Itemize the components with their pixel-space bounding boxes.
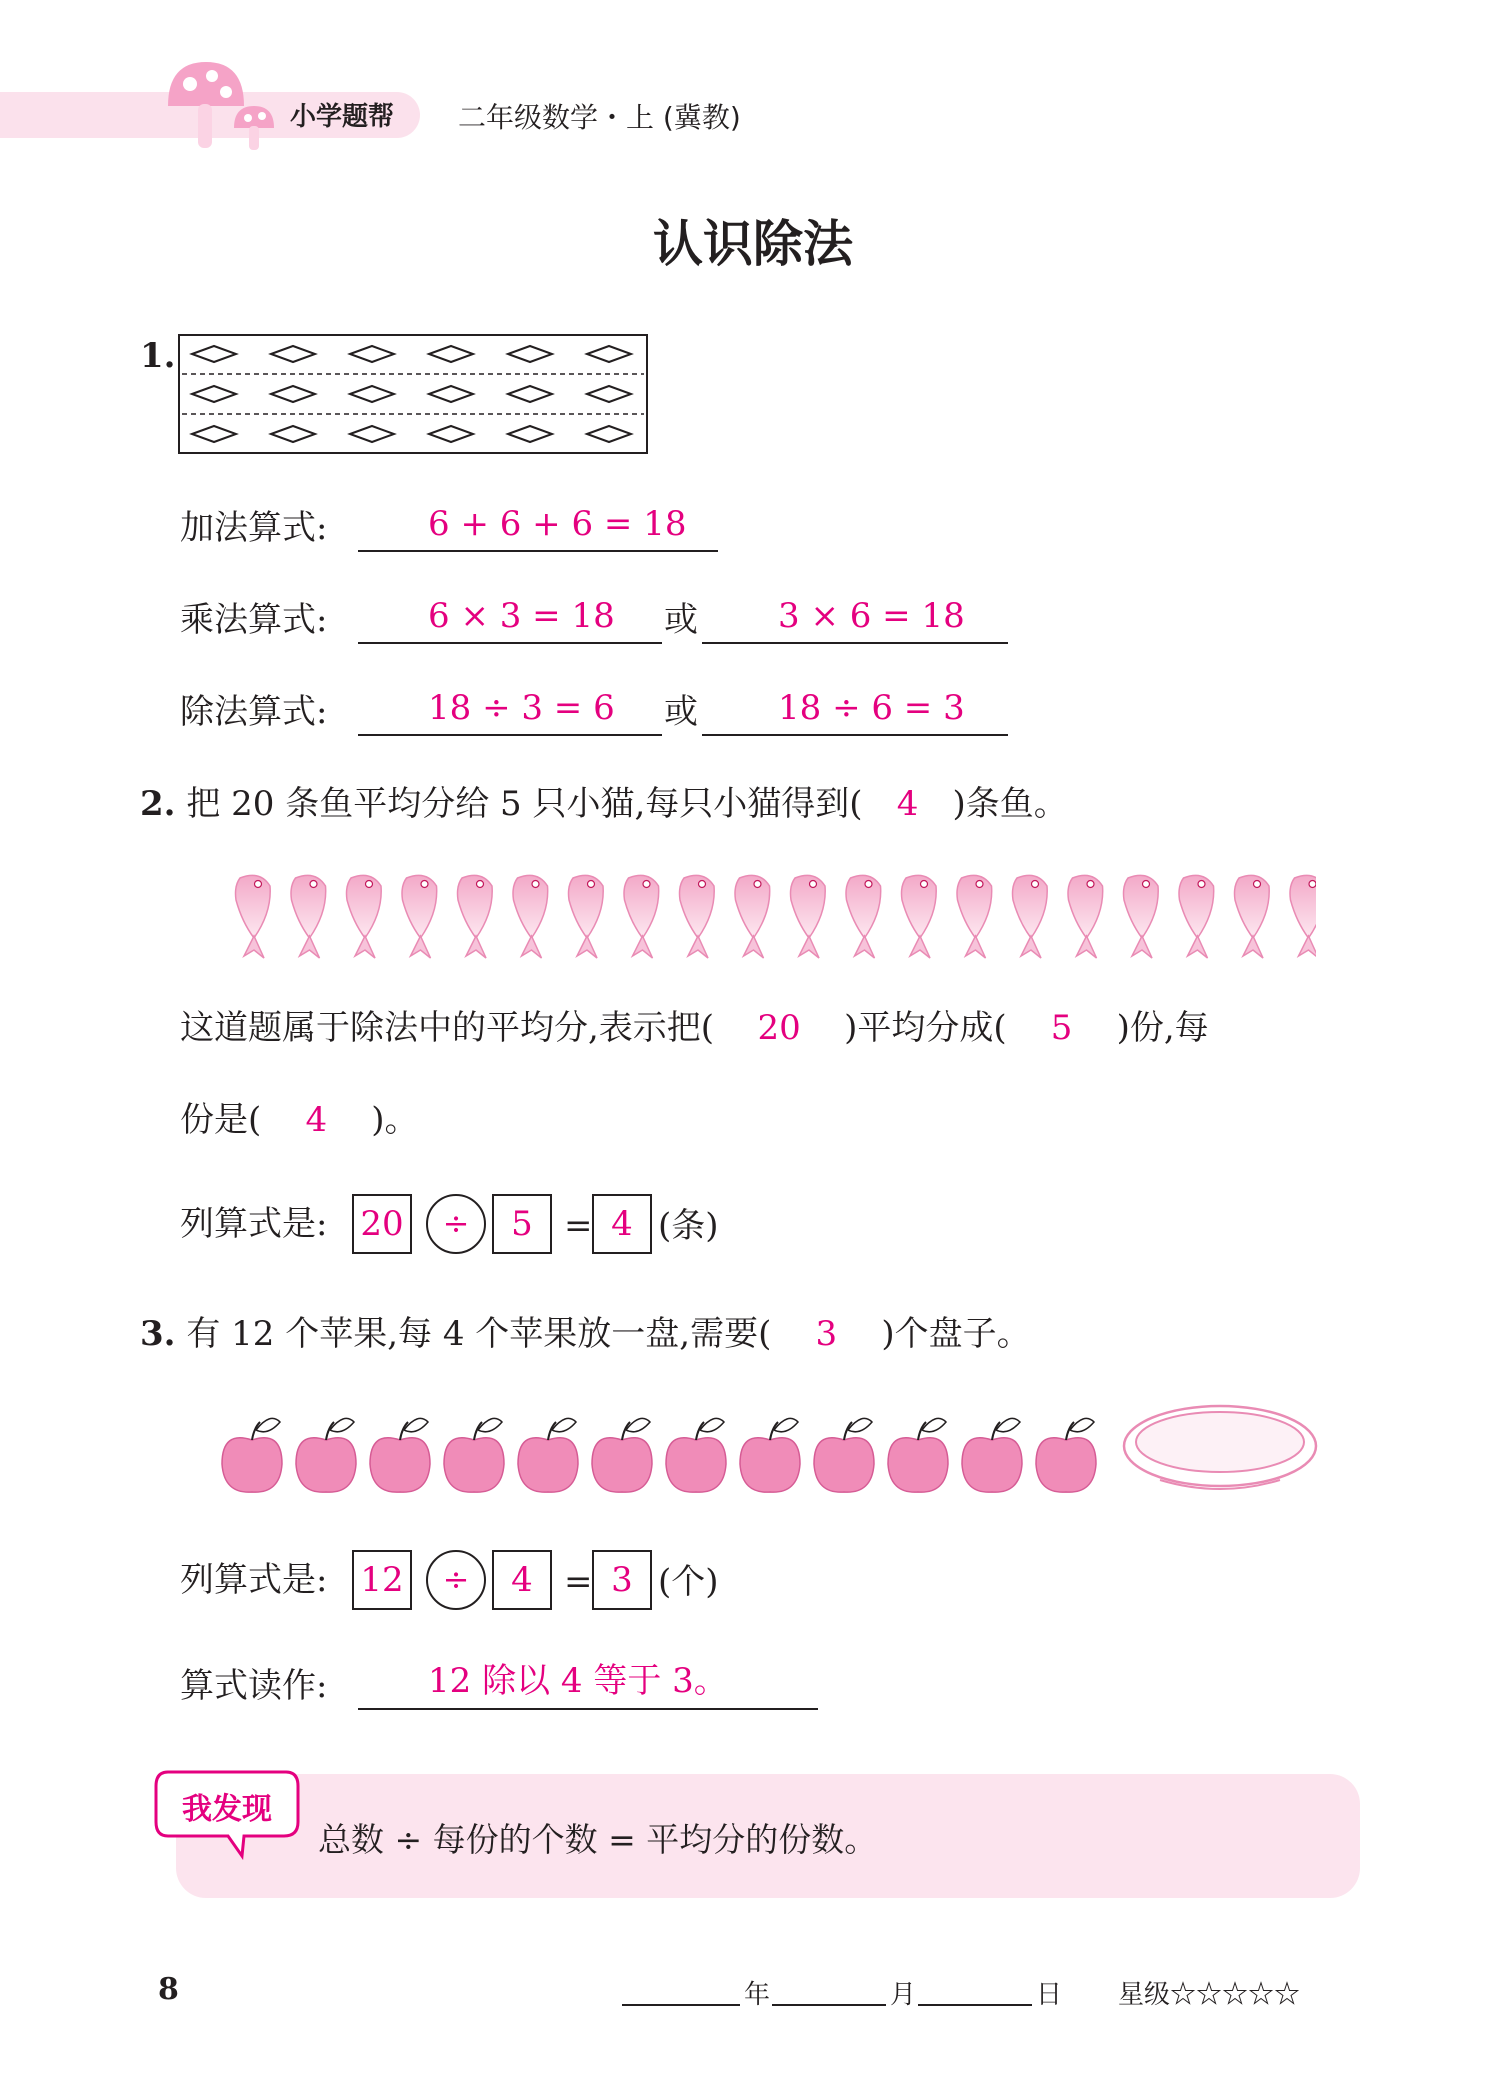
fish-icon [902,875,937,958]
q3-text-a: 有 12 个苹果,每 4 个苹果放一盘,需要( [186,1314,772,1354]
q2-explain-line1 [180,1008,1209,1048]
fish-icon [1124,875,1159,958]
fish-icon [513,875,548,958]
apple-icon [592,1418,652,1492]
discover-tag: 我发现 [182,1792,272,1827]
apple-icon [296,1418,356,1492]
q2-line: 2. 把 20 条鱼平均分给 5 只小猫,每只小猫得到( 4 )条鱼。 [140,784,1068,824]
apple-icon [370,1418,430,1492]
fish-icon [846,875,881,958]
fish-icon [291,875,326,958]
apple-icon [962,1418,1022,1492]
apple-icon [444,1418,504,1492]
book-label: 二年级数学・上 (冀教) [458,101,741,134]
q2-explain-line2 [180,1100,419,1140]
star-rating[interactable]: 星级☆☆☆☆☆ [1118,1980,1301,2010]
q2-exp-e: )。 [371,1100,419,1140]
q1-or-1: 或 [664,600,698,640]
q2-formula-label: 列算式是: [180,1204,328,1244]
q1-add-label: 加法算式: [180,508,328,548]
q3-answer[interactable]: 3 [815,1314,838,1354]
apple-icon [1036,1418,1096,1492]
fish-icon [735,875,770,958]
apple-icon [814,1418,874,1492]
q3-read-answer: 12 除以 4 等于 3。 [428,1661,728,1701]
fish-icon [680,875,715,958]
fish-icon [1068,875,1103,958]
fish-row [226,872,1316,962]
q2-exp-ans3[interactable]: 4 [305,1100,328,1140]
apple-icon [666,1418,726,1492]
mushroom-logo [160,56,290,156]
date-year-line[interactable] [622,1976,740,2006]
fish-icon [347,875,382,958]
q1-or-2: 或 [664,692,698,732]
apple-row [216,1400,1116,1510]
fish-icon [458,875,493,958]
q2-formula-operator[interactable]: ÷ [426,1194,486,1254]
q2-exp-a: 这道题属于除法中的平均分,表示把( [180,1008,715,1048]
q2-formula-equals: = [564,1206,593,1246]
q2-exp-d: 份是( [180,1100,262,1140]
q1-div-answer-1: 18 ÷ 3 = 6 [428,688,615,728]
fish-icon [236,875,271,958]
q2-exp-ans2[interactable]: 5 [1050,1008,1073,1048]
q3-formula-box-a[interactable]: 12 [352,1550,412,1610]
date-year-label: 年 [744,1980,771,2010]
fish-icon [402,875,437,958]
q1-add-answer: 6 + 6 + 6 = 18 [428,504,687,544]
discover-text: 总数 ÷ 每份的个数 = 平均分的份数。 [318,1820,878,1859]
q3-read-label: 算式读作: [180,1666,328,1706]
q2-exp-ans1[interactable]: 20 [757,1008,801,1048]
q3-formula-unit: (个) [658,1562,719,1602]
q3-formula-label: 列算式是: [180,1560,328,1600]
page-number: 8 [158,1972,179,2007]
page-title: 认识除法 [653,215,853,273]
q1-div-answer-2: 18 ÷ 6 = 3 [778,688,965,728]
q1-mul-answer-1: 6 × 3 = 18 [428,596,615,636]
q1-mul-answer-line-2[interactable] [702,598,1008,644]
q1-mul-answer-2: 3 × 6 = 18 [778,596,965,636]
q3-formula-box-c[interactable]: 3 [592,1550,652,1610]
q1-add-answer-line[interactable] [358,506,718,552]
date-month-label: 月 [890,1980,917,2010]
q2-exp-b: )平均分成( [844,1008,1007,1048]
q3-read-answer-line[interactable] [358,1661,818,1710]
q2-formula-unit: (条) [658,1206,719,1246]
fish-icon [1179,875,1214,958]
q1-mul-label: 乘法算式: [180,600,328,640]
fish-icon [569,875,604,958]
apple-icon [222,1418,282,1492]
date-month-line[interactable] [772,1976,886,2006]
fish-icon [791,875,826,958]
q2-formula-box-a[interactable]: 20 [352,1194,412,1254]
q2-formula-box-c[interactable]: 4 [592,1194,652,1254]
q1-div-answer-line-2[interactable] [702,690,1008,736]
q1-number: 1. [140,336,176,376]
q1-div-answer-line-1[interactable] [358,690,662,736]
fish-icon [1235,875,1270,958]
apple-icon [888,1418,948,1492]
q2-number: 2 [140,784,164,824]
q3-formula-equals: = [564,1562,593,1602]
q3-number: 3 [140,1314,164,1354]
fish-icon [1290,875,1316,958]
fish-icon [1013,875,1048,958]
diamond-grid [178,334,648,454]
q2-formula-box-b[interactable]: 5 [492,1194,552,1254]
q3-formula-box-b[interactable]: 4 [492,1550,552,1610]
q3-line: 3. 有 12 个苹果,每 4 个苹果放一盘,需要( 3 )个盘子。 [140,1314,1031,1354]
plate-icon [1120,1402,1320,1494]
fish-icon [624,875,659,958]
brand-label: 小学题帮 [290,102,395,132]
date-day-line[interactable] [918,1976,1032,2006]
fish-icon [957,875,992,958]
q2-text-a: 把 20 条鱼平均分给 5 只小猫,每只小猫得到( [186,784,863,824]
q3-text-b: )个盘子。 [881,1314,1031,1354]
q2-exp-c: )份,每 [1116,1008,1209,1048]
apple-icon [518,1418,578,1492]
q2-answer[interactable]: 4 [896,784,919,824]
q1-mul-answer-line-1[interactable] [358,598,662,644]
q3-formula-operator[interactable]: ÷ [426,1550,486,1610]
apple-icon [740,1418,800,1492]
q1-div-label: 除法算式: [180,692,328,732]
date-day-label: 日 [1036,1980,1063,2010]
q2-text-b: )条鱼。 [952,784,1068,824]
